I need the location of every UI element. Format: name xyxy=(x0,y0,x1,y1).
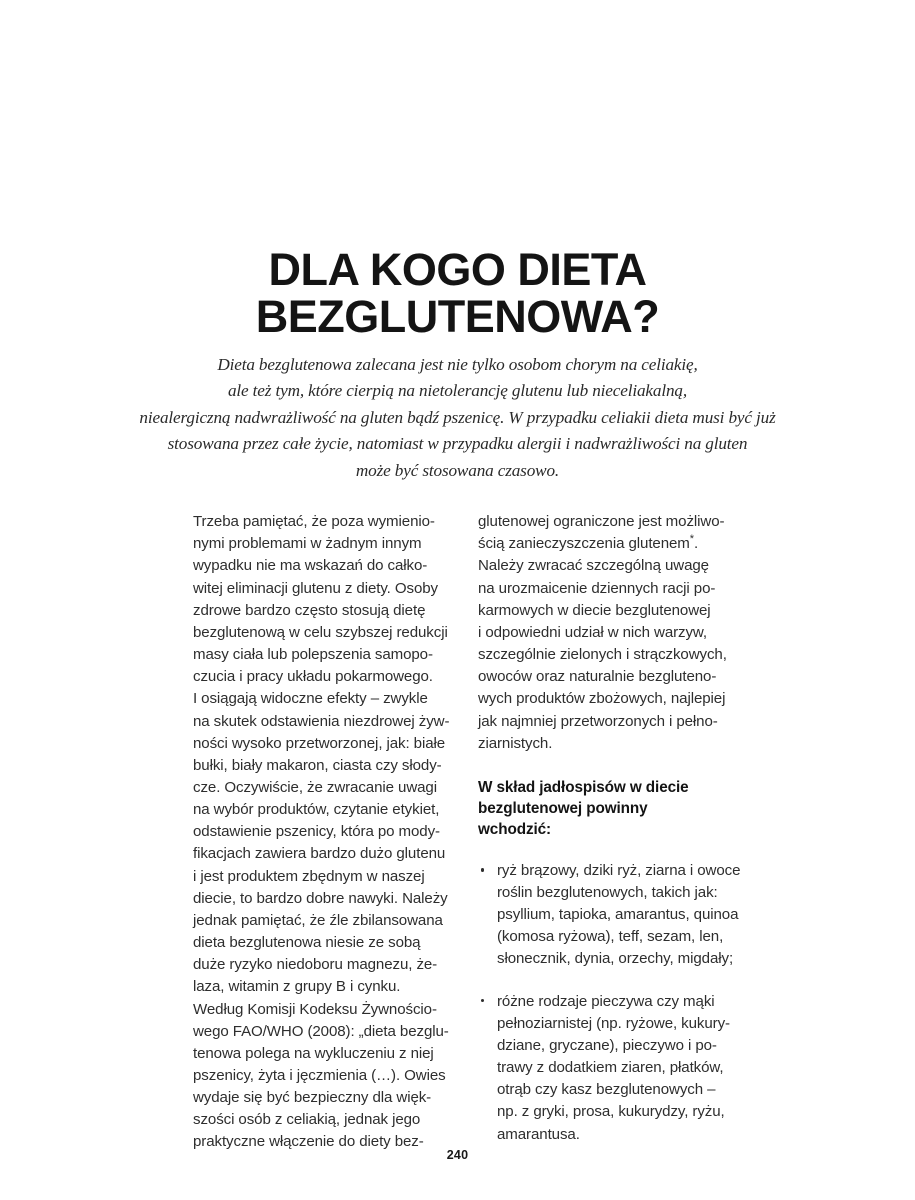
list-item-line: roślin bezglutenowych, takich jak: xyxy=(497,883,718,901)
page-title-line-1: DLA KOGO DIETA xyxy=(268,244,647,295)
right-column-paragraph xyxy=(478,511,746,755)
body-line: owoców oraz naturalnie bezgluteno- xyxy=(478,668,717,686)
body-line-with-footnote xyxy=(478,533,746,555)
list-item-line: dziane, gryczane), pieczywo i po- xyxy=(497,1036,717,1054)
page-title-line-2: BEZGLUTENOWA? xyxy=(255,291,660,342)
body-line: ziarnistych. xyxy=(478,734,553,752)
lead-line-1: Dieta bezglutenowa zalecana jest nie tylko osobom chorym na celiakię, xyxy=(217,355,698,374)
body-line: szczególnie zielonych i strączkowych, xyxy=(478,646,727,664)
body-column-right xyxy=(478,496,746,1146)
body-line: duże ryzyko niedoboru magnezu, że- xyxy=(193,956,438,974)
list-item-line: różne rodzaje pieczywa czy mąki xyxy=(497,992,715,1010)
body-line: masy ciała lub polepszenia samopo- xyxy=(193,646,433,664)
body-line: na wybór produktów, czytanie etykiet, xyxy=(193,801,440,819)
body-line: wego FAO/WHO (2008): „dieta bezglu- xyxy=(193,1022,449,1040)
lead-line-2: ale też tym, które cierpią na nietolerancję glutenu lub nieceliakalną, xyxy=(227,381,687,401)
body-line: I osiągają widoczne efekty – zwykle xyxy=(193,690,428,708)
body-line: glutenowej ograniczone jest możliwo- xyxy=(478,513,725,531)
bullet-icon xyxy=(481,868,484,871)
body-line: na skutek odstawienia niezdrowej żyw- xyxy=(193,712,450,730)
ingredient-list xyxy=(478,860,746,1146)
footnote-marker: * xyxy=(689,533,694,546)
body-line: tenowa polega na wykluczeniu z niej xyxy=(193,1044,434,1062)
list-item-line: słonecznik, dynia, orzechy, migdały; xyxy=(497,950,734,968)
lead-line-4: stosowana przez całe życie, natomiast w przypadku alergii i nadwrażliwości na gluten xyxy=(167,434,748,454)
body-column-left xyxy=(193,496,461,1169)
body-line: wydaje się być bezpieczny dla więk- xyxy=(193,1089,432,1107)
body-line-text: ścią zanieczyszczenia glutenem xyxy=(478,535,690,553)
lead-paragraph xyxy=(82,352,833,484)
subheading-line: wchodzić: xyxy=(478,820,552,838)
lead-line-3: niealergiczną nadwrażliwość na gluten bądź pszenicę. W przypadku celiakii dieta musi być już xyxy=(139,407,776,427)
body-line: karmowych w diecie bezglutenowej xyxy=(478,601,711,619)
left-column-paragraph xyxy=(193,511,461,1154)
body-line: zdrowe bardzo często stosują dietę xyxy=(193,601,426,619)
body-line: wych produktów zbożowych, najlepiej xyxy=(478,690,726,708)
body-line: szości osób z celiakią, jednak jego xyxy=(193,1111,421,1129)
body-line: laza, witamin z grupy B i cynku. xyxy=(193,978,401,996)
body-line: nymi problemami w żadnym innym xyxy=(193,535,422,553)
body-line: ności wysoko przetworzonej, jak: białe xyxy=(193,734,446,752)
body-line: Według Komisji Kodeksu Żywnościo- xyxy=(193,1000,437,1018)
body-line: wypadku nie ma wskazań do całko- xyxy=(193,557,428,575)
subheading-line: W skład jadłospisów w diecie xyxy=(478,778,689,796)
body-line: bułki, biały makaron, ciasta czy słody- xyxy=(193,756,442,774)
subheading-line: bezglutenowej powinny xyxy=(478,799,648,817)
body-line: dieta bezglutenowa niesie ze sobą xyxy=(193,934,421,952)
body-line: Trzeba pamiętać, że poza wymienio- xyxy=(193,513,435,531)
body-line: czucia i pracy układu pokarmowego. xyxy=(193,668,433,686)
body-line: i odpowiedni udział w nich warzyw, xyxy=(478,623,707,641)
lead-line-5: może być stosowana czasowo. xyxy=(355,460,560,480)
body-line: diecie, to bardzo dobre nawyki. Należy xyxy=(193,889,448,907)
list-item xyxy=(478,860,746,971)
body-line: odstawienie pszenicy, która po mody- xyxy=(193,823,440,841)
list-item-line: otrąb czy kasz bezglutenowych – xyxy=(497,1081,716,1099)
body-line: bezglutenową w celu szybszej redukcji xyxy=(193,623,448,641)
body-line: witej eliminacji glutenu z diety. Osoby xyxy=(193,579,438,597)
body-line: jak najmniej przetworzonych i pełno- xyxy=(478,712,718,730)
list-item-line: (komosa ryżowa), teff, sezam, len, xyxy=(497,928,724,946)
list-item xyxy=(478,991,746,1146)
body-line: Należy zwracać szczególną uwagę xyxy=(478,557,709,575)
body-line: fikacjach zawiera bardzo dużo glutenu xyxy=(193,845,446,863)
body-line: na urozmaicenie dziennych racji po- xyxy=(478,579,716,597)
list-item-line: pełnoziarnistej (np. ryżowe, kukury- xyxy=(497,1014,730,1032)
body-line: i jest produktem zbędnym w naszej xyxy=(193,867,425,885)
page-title xyxy=(0,246,915,340)
list-item-line: trawy z dodatkiem ziaren, płatków, xyxy=(497,1059,724,1077)
list-item-line: np. z gryki, prosa, kukurydzy, ryżu, xyxy=(497,1103,725,1121)
body-line: praktyczne włączenie do diety bez- xyxy=(193,1133,424,1151)
bullet-icon xyxy=(481,999,484,1002)
list-item-line: psyllium, tapioka, amarantus, quinoa xyxy=(497,906,739,924)
body-line: pszenicy, żyta i jęczmienia (…). Owies xyxy=(193,1067,446,1084)
list-item-line: ryż brązowy, dziki ryż, ziarna i owoce xyxy=(497,861,741,879)
body-line: cze. Oczywiście, że zwracanie uwagi xyxy=(193,778,437,796)
footnote-period: . xyxy=(693,535,699,553)
list-item-line: amarantusa. xyxy=(497,1125,580,1143)
section-subheading xyxy=(478,777,746,840)
body-line: jednak pamiętać, że źle zbilansowana xyxy=(193,911,443,929)
page-number: 240 xyxy=(446,1148,469,1162)
